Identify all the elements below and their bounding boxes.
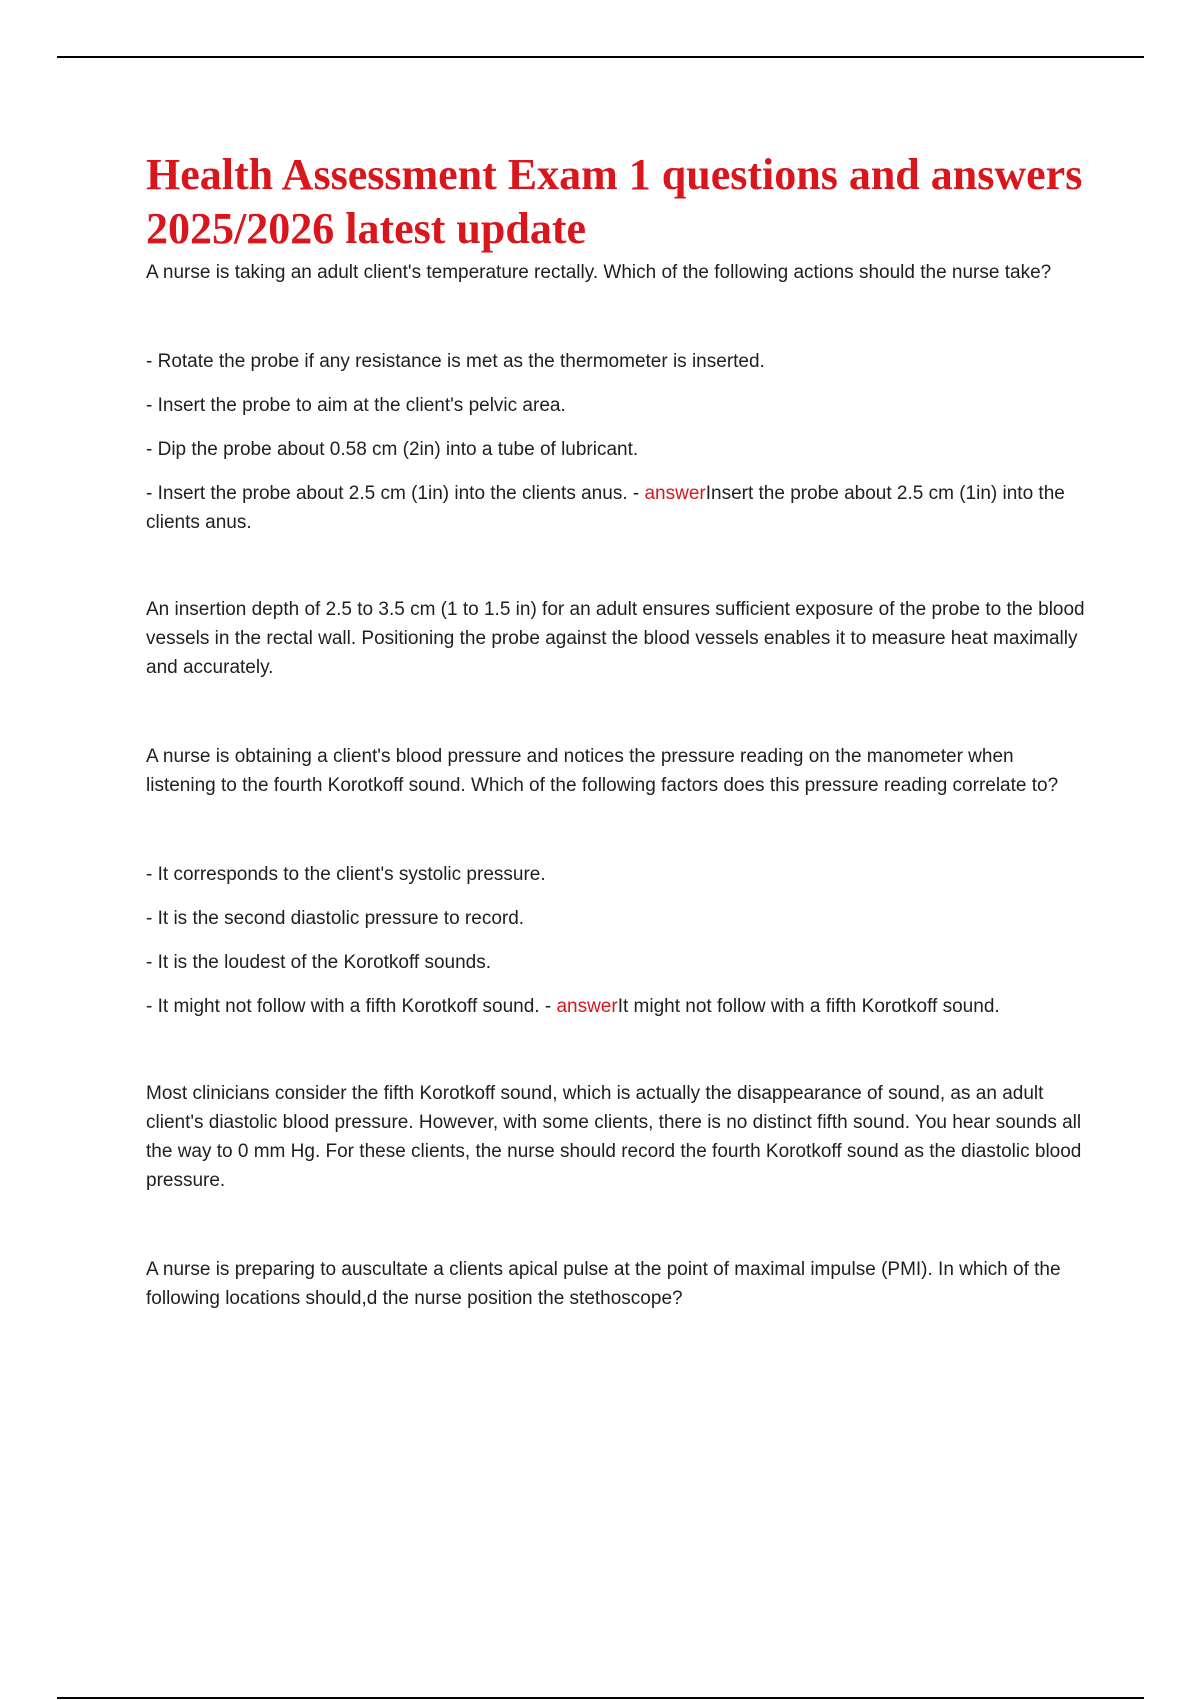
question-1-option-1: - Rotate the probe if any resistance is met as the thermometer is inserted. [146, 351, 765, 372]
question-2-rationale: Most clinicians consider the fifth Korotkoff sound, which is actually the disappearance of sound, as an adult client's diastolic blood pressure. However, with some clients, there is no distinct fifth sound. You hear sounds all the way to 0 mm Hg. For these clients, the nurse should record the fourth Korotkoff sound as the diastolic blood pressure. [146, 1083, 1082, 1191]
question-1-option-2: - Insert the probe to aim at the client's pelvic area. [146, 395, 566, 416]
question-1-rationale: An insertion depth of 2.5 to 3.5 cm (1 to 1.5 in) for an adult ensures sufficient exposure of the probe to the blood vessels in the rectal wall. Positioning the probe against the blood vessels enables it to measure heat maximally and accurately. [146, 599, 1085, 678]
question-2-option-4-with-answer [146, 992, 1086, 1021]
bottom-rule [57, 1697, 1144, 1699]
question-2-option-2: - It is the second diastolic pressure to record. [146, 908, 525, 929]
question-1-text: A nurse is taking an adult client's temperature rectally. Which of the following actions should the nurse take? [146, 262, 1052, 283]
question-1-answer: Insert the probe about 2.5 cm (1in) into the clients anus. [146, 483, 1065, 533]
question-2-option-1: - It corresponds to the client's systolic pressure. [146, 864, 546, 885]
question-3-text: A nurse is preparing to auscultate a clients apical pulse at the point of maximal impulse (PMI). In which of the following locations should,d the nurse position the stethoscope? [146, 1259, 1061, 1309]
question-1-option-4-with-answer [146, 479, 1086, 537]
question-2-option-3: - It is the loudest of the Korotkoff sounds. [146, 952, 492, 973]
top-rule [57, 56, 1144, 58]
document-body [146, 148, 1086, 1313]
question-2-option-4: - It might not follow with a fifth Korotkoff sound. - [146, 996, 557, 1017]
answer-label: answer [556, 996, 618, 1017]
question-1-option-3: - Dip the probe about 0.58 cm (2in) into a tube of lubricant. [146, 439, 639, 460]
question-1-option-4: - Insert the probe about 2.5 cm (1in) into the clients anus. - [146, 483, 645, 504]
question-2-answer: It might not follow with a fifth Korotkoff sound. [617, 996, 1000, 1017]
document-title: Health Assessment Exam 1 questions and answers 2025/2026 latest update [146, 150, 1083, 253]
question-2-text: A nurse is obtaining a client's blood pressure and notices the pressure reading on the manometer when listening to the fourth Korotkoff sound. Which of the following factors does this pressure reading correlate to? [146, 746, 1059, 796]
answer-label: answer [644, 483, 706, 504]
